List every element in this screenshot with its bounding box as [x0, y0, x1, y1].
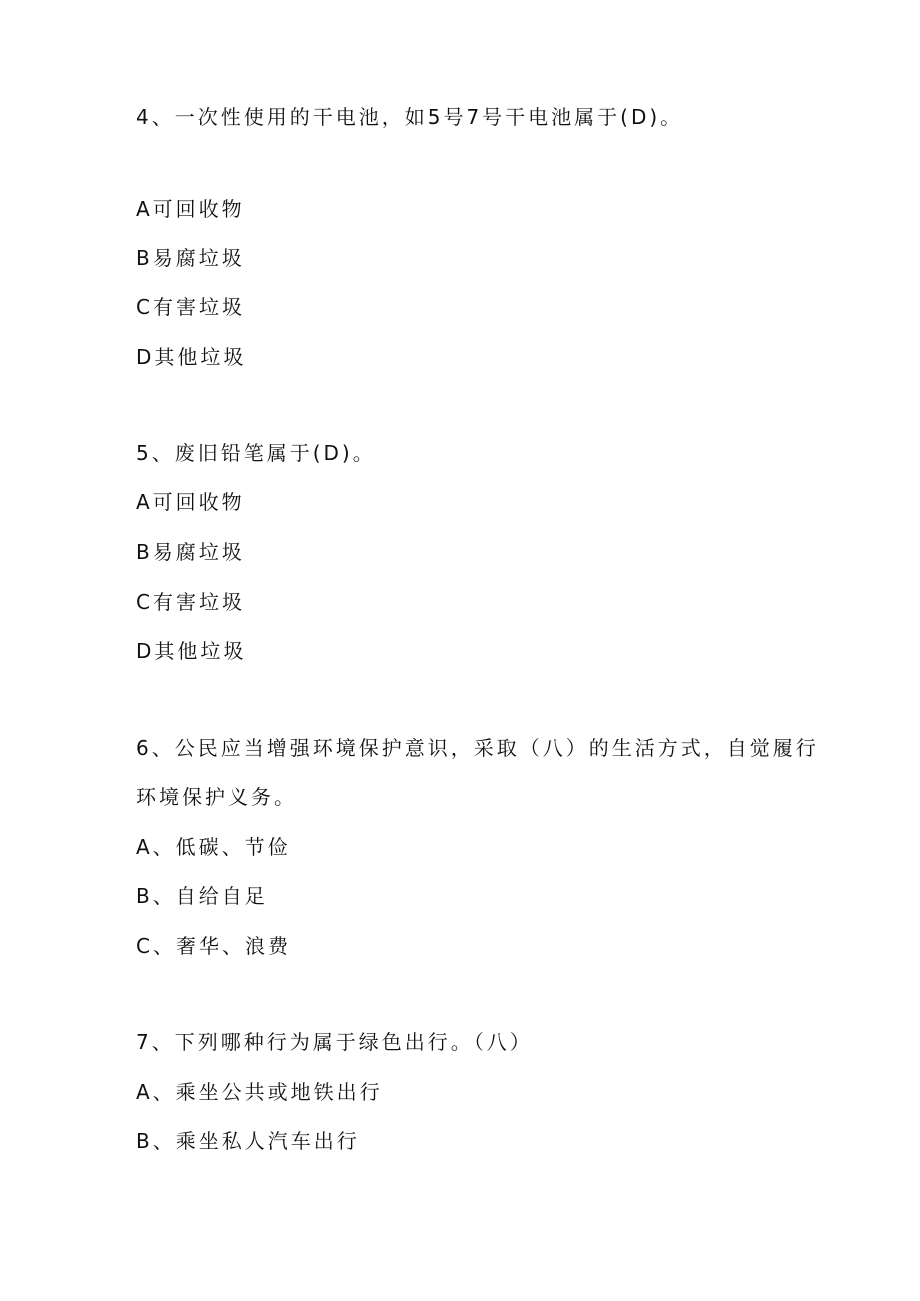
question-7-stem: 7、下列哪种行为属于绿色出行。（八）	[136, 1030, 533, 1054]
question-5-option-b: B易腐垃圾	[136, 540, 245, 564]
question-5-option-d: D其他垃圾	[136, 639, 247, 663]
question-6-option-b: B、自给自足	[136, 884, 268, 908]
question-6-option-c: C、奢华、浪费	[136, 934, 291, 958]
question-5-stem: 5、废旧铅笔属于(D)。	[136, 441, 376, 465]
question-4-option-a: A可回收物	[136, 197, 245, 221]
question-7-option-b: B、乘坐私人汽车出行	[136, 1129, 360, 1153]
question-4-option-b: B易腐垃圾	[136, 246, 245, 270]
question-5-option-a: A可回收物	[136, 490, 245, 514]
question-6-stem-continued: 环境保护义务。	[136, 785, 297, 809]
question-6-option-a: A、低碳、节俭	[136, 835, 291, 859]
question-4-option-d: D其他垃圾	[136, 345, 247, 369]
question-4-stem: 4、一次性使用的干电池，如5号7号干电池属于(D)。	[136, 105, 684, 129]
question-5-option-c: C有害垃圾	[136, 590, 245, 614]
question-6-stem: 6、公民应当增强环境保护意识，采取（八）的生活方式，自觉履行	[136, 736, 819, 760]
question-7-option-a: A、乘坐公共或地铁出行	[136, 1080, 383, 1104]
question-4-option-c: C有害垃圾	[136, 295, 245, 319]
